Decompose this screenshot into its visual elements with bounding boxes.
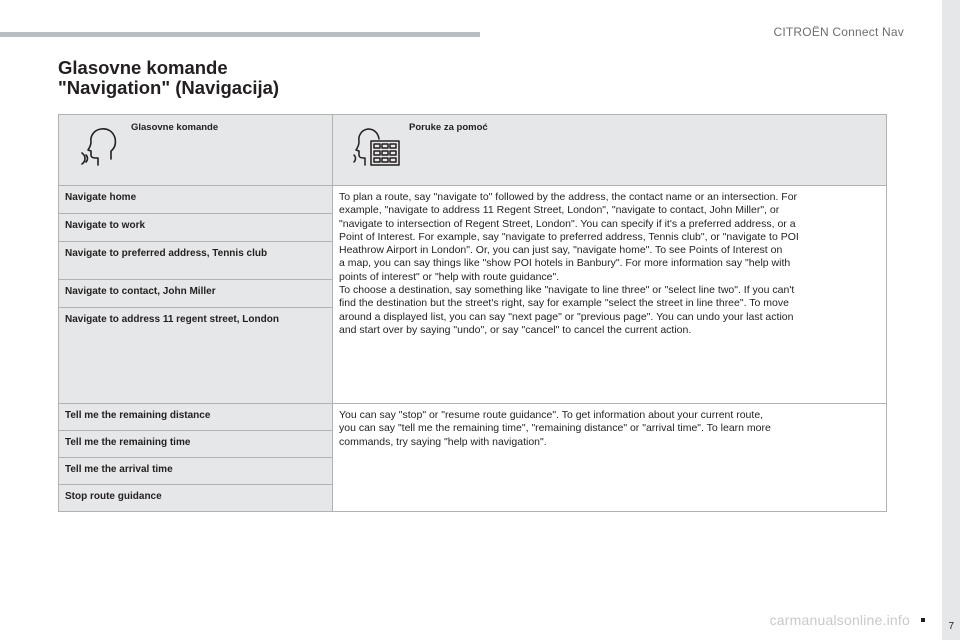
command-cell: Tell me the remaining distance (59, 404, 333, 431)
help-line: To plan a route, say "navigate to" followed by the address, the contact name or an intersection. For (339, 191, 798, 203)
help-line: find the destination but the street's right, say for example "select the street in line three". To move (339, 297, 789, 310)
table-row (59, 186, 887, 214)
page-title-line-1: Glasovne komande (58, 57, 228, 78)
help-line: a map, you can say things like "show POI hotels in Banbury". For more information say "help with (339, 257, 791, 270)
command-cell: Navigate to work (59, 214, 333, 242)
command-cell: Navigate home (59, 186, 333, 214)
voice-help-keypad-icon (351, 125, 403, 169)
help-line: You can say "stop" or "resume route guidance". To get information about your current route, (339, 409, 764, 421)
command-cell: Navigate to address 11 regent street, London (59, 308, 333, 404)
help-line: "navigate to intersection of Regent Street, London". You can specify if it's a preferred address, or a (339, 217, 796, 230)
help-line: around a displayed list, you can say "next page" or "previous page". You can undo your last action (339, 310, 794, 323)
help-line: you can say "tell me the remaining time", "remaining distance" or "arrival time". To learn more (339, 422, 771, 435)
page-title-line-2: "Navigation" (Navigacija) (58, 77, 280, 98)
help-line: commands, try saying "help with navigation". (339, 435, 547, 448)
table-header-row (59, 115, 887, 186)
header-rule (0, 32, 480, 37)
side-band (942, 0, 960, 640)
help-line: Heathrow Airport in London". Or, you can just say, "navigate home". To see Points of Interest on (339, 244, 783, 257)
voice-command-table (58, 114, 887, 512)
command-cell: Tell me the remaining time (59, 431, 333, 458)
voice-command-icon (81, 125, 121, 169)
help-line: points of interest" or "help with route guidance". (339, 270, 560, 283)
table-row (59, 404, 887, 431)
command-cell: Stop route guidance (59, 485, 333, 512)
help-line: example, "navigate to address 11 Regent Street, London", "navigate to contact, John Miller", or (339, 204, 780, 217)
command-cell: Navigate to contact, John Miller (59, 280, 333, 308)
help-line: and start over by saying "undo", or say "cancel" to cancel the current action. (339, 323, 692, 336)
page-marker-dot (921, 618, 925, 622)
help-text-navigation (333, 186, 887, 404)
command-cell: Navigate to preferred address, Tennis club (59, 242, 333, 280)
header-cell-commands (59, 115, 333, 186)
command-cell: Tell me the arrival time (59, 458, 333, 485)
help-line: To choose a destination, say something like "navigate to line three" or "select line two". If you can't (339, 284, 795, 297)
column-header-help: Poruke za pomoć (409, 122, 488, 133)
page-title (58, 58, 279, 98)
header-brand: CITROËN Connect Nav (773, 25, 904, 39)
help-line: Point of Interest. For example, say "navigate to preferred address, Tennis club", or "navigate to POI (339, 230, 799, 243)
page-number: 7 (948, 621, 954, 632)
help-text-route-info (333, 404, 887, 512)
column-header-commands: Glasovne komande (131, 122, 219, 133)
header-cell-help (333, 115, 887, 186)
watermark: carmanualsonline.info (769, 612, 910, 628)
